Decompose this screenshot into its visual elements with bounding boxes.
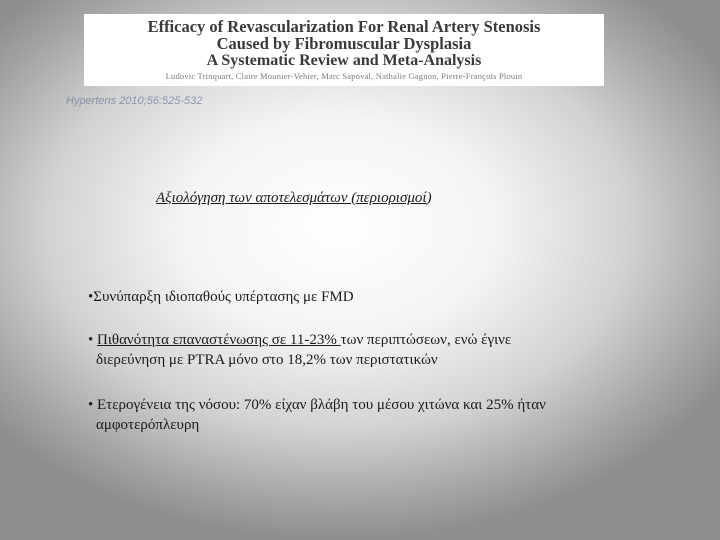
bullet-marker: • — [88, 397, 94, 413]
title-banner-image — [84, 14, 604, 86]
bullet-text: Ετερογένεια της νόσου: 70% είχαν βλάβη του μέσου χιτώνα και 25% ήταν — [97, 397, 546, 413]
bullet-marker: • — [88, 332, 94, 348]
section-title — [156, 190, 432, 207]
bullet-item — [88, 330, 688, 370]
bullet-item — [88, 395, 688, 435]
bullet-marker: • — [88, 289, 94, 305]
bullet-text: των περιπτώσεων, ενώ έγινε — [340, 332, 512, 348]
banner-title-line-1: Efficacy of Revascularization For Renal Artery Stenosis — [147, 17, 541, 36]
journal-reference: Hypertens 2010;56:525-532 — [66, 95, 203, 107]
section-title-underlined: Αξιολόγηση των αποτελεσμάτων (περιορισμοί — [156, 190, 427, 206]
banner-title-line-2: Caused by Fibromuscular Dysplasia — [216, 34, 472, 53]
bullet-continuation: αμφοτερόπλευρη — [96, 417, 200, 433]
bullet-continuation: διερεύνηση με PTRA μόνο στο 18,2% των περιστατικών — [96, 352, 438, 368]
banner-authors: Ludovic Trinquart, Claire Mounier-Vehier, Marc Sapoval, Nathalie Gagnon, Pierre-François Plouin — [165, 71, 523, 81]
bullet-text-underlined: Πιθανότητα επαναστένωσης σε 11-23% — [97, 332, 341, 348]
banner-subtitle: A Systematic Review and Meta-Analysis — [206, 52, 482, 69]
bullet-text: Συνύπαρξη ιδιοπαθούς υπέρτασης με FMD — [93, 289, 354, 305]
section-title-rest: ) — [426, 190, 432, 206]
bullet-item — [88, 287, 688, 307]
